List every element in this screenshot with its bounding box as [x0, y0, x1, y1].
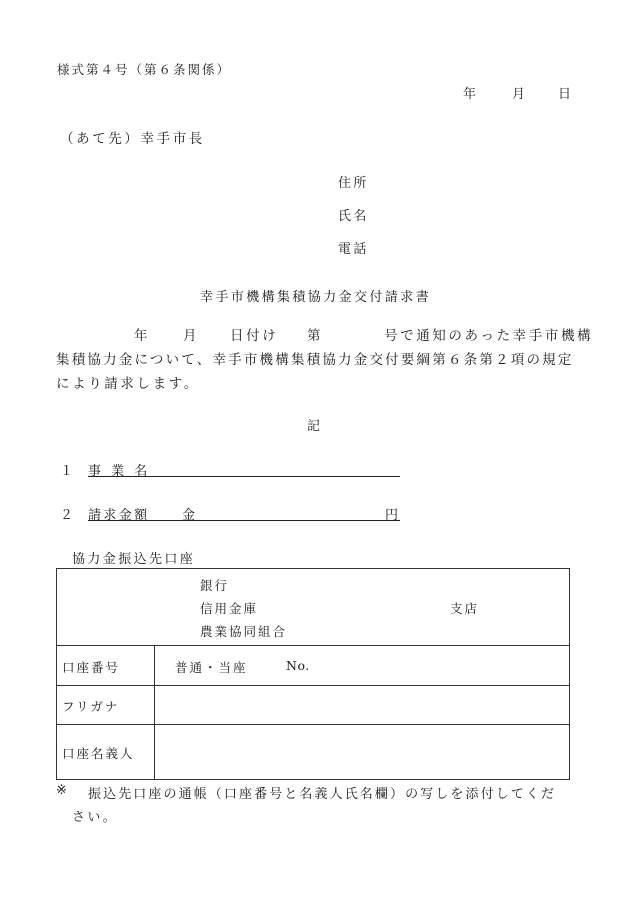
item2-kin: 金 [182, 508, 198, 523]
bank-type-ja: 農業協同組合 [200, 624, 288, 639]
account-no-label: No. [286, 658, 310, 673]
table-divider-3 [56, 724, 570, 725]
account-holder-label: 口座名義人 [62, 746, 135, 761]
form-number: 様式第４号（第６条関係） [57, 62, 232, 77]
item1-number: １ [60, 464, 76, 479]
body-dai: 第 [307, 328, 324, 344]
date-month: 月 [512, 87, 528, 102]
note-line2: さい。 [72, 810, 119, 825]
table-divider-1 [56, 645, 570, 646]
body-year: 年 [134, 328, 151, 344]
bank-type-shinkin: 信用金庫 [200, 601, 259, 616]
item2-number: ２ [60, 508, 76, 523]
account-type: 普通・当座 [175, 660, 248, 675]
branch-label: 支店 [450, 601, 480, 616]
body-line2: 集積協力金について、幸手市機構集積協力金交付要綱第６条第２項の規定 [56, 352, 574, 368]
body-month: 月 [183, 328, 200, 344]
date-day: 日 [558, 87, 574, 102]
applicant-phone-label: 電話 [338, 242, 369, 257]
body-line1-rest: 号で通知のあった幸手市機構 [384, 328, 594, 344]
account-number-label: 口座番号 [62, 660, 121, 675]
furigana-label: フリガナ [62, 699, 120, 714]
document-title: 幸手市機構集積協力金交付請求書 [200, 290, 432, 305]
item1-underline [88, 476, 400, 477]
item2-underline [88, 520, 400, 521]
applicant-name-label: 氏名 [338, 209, 369, 224]
bank-section-title: 協力金振込先口座 [72, 552, 196, 567]
body-line3: により請求します。 [56, 376, 200, 392]
addressee: （あて先）幸手市長 [60, 131, 205, 147]
item2-label: 請求金額 [88, 508, 150, 523]
applicant-address-label: 住所 [338, 176, 369, 191]
item2-yen: 円 [385, 508, 401, 523]
note-line1: 振込先口座の通帳（口座番号と名義人氏名欄）の写しを添付してくだ [88, 787, 557, 802]
note-mark: ※ [56, 783, 70, 798]
table-divider-2 [56, 685, 570, 686]
table-column-divider [154, 645, 155, 780]
bank-type-bank: 銀行 [200, 578, 230, 593]
ki-heading: 記 [307, 419, 323, 434]
body-day: 日付け [230, 328, 279, 344]
date-year: 年 [463, 87, 479, 102]
item1-label: 事 業 名 [88, 464, 151, 479]
